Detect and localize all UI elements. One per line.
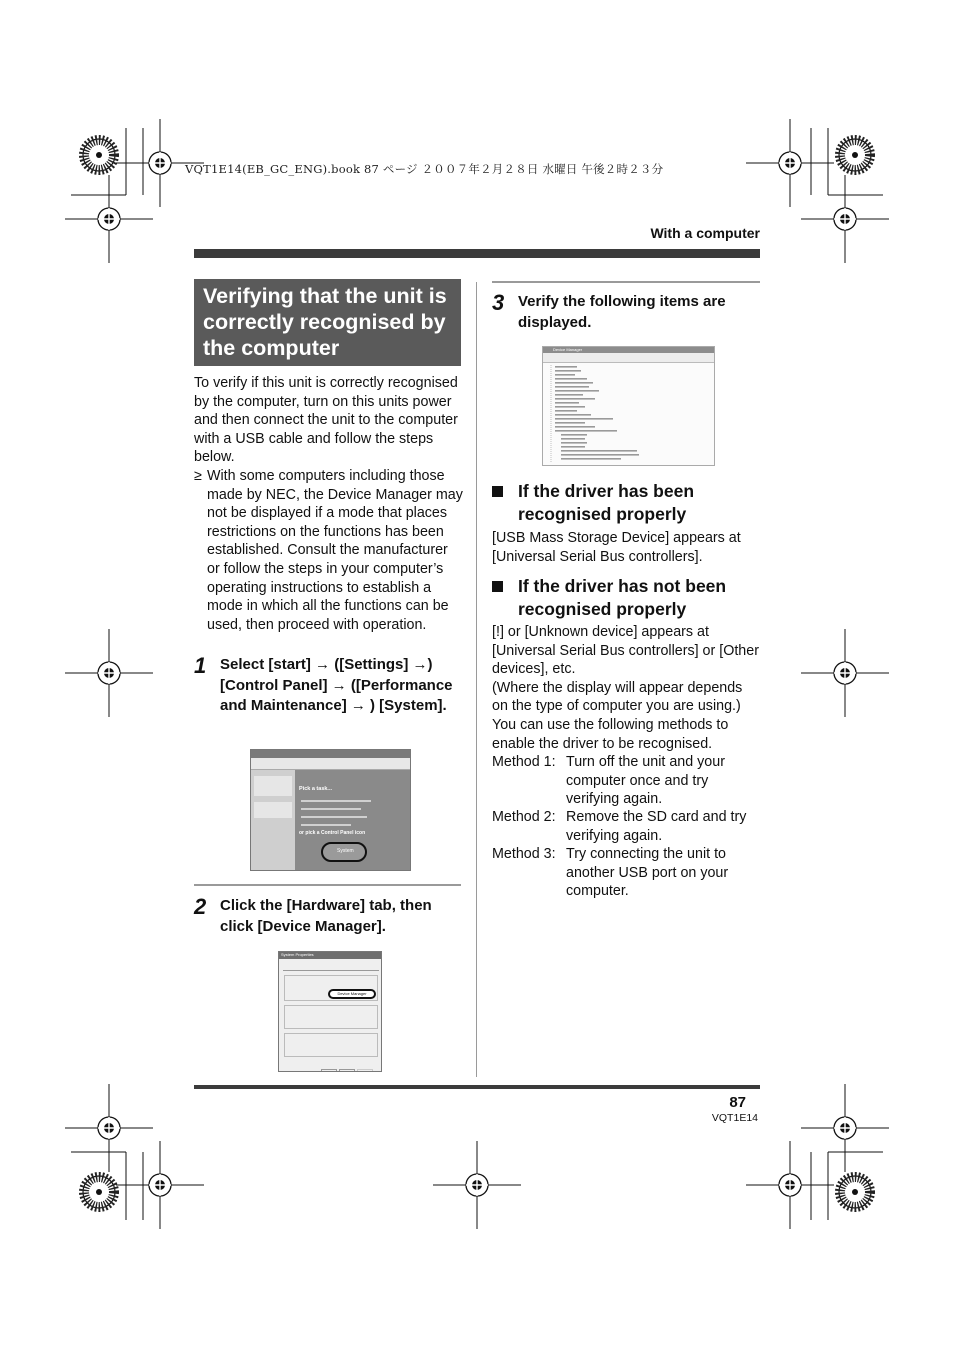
step-2-text: Click the [Hardware] tab, then click [Device Manager]. <box>220 897 432 935</box>
system-properties-screenshot <box>278 951 382 1072</box>
registration-sun-icon <box>83 1176 115 1208</box>
intro-paragraph: To verify if this unit is correctly recognised by the computer, turn on this units power and then connect the unit to the computer with a USB cable and follow the steps below. <box>194 375 458 466</box>
device-manager-titlebar: Device Manager <box>543 347 715 353</box>
task-sidebar <box>251 770 295 871</box>
registration-cross-icon <box>801 629 889 717</box>
footer-rule <box>194 1085 760 1089</box>
registration-sun-icon <box>839 1176 871 1208</box>
bullet-text: With some computers including those made by NEC, the Device Manager may not be displayed if a mode that places restrictions on the functions has been established. Consult the manufacturer or follow the steps in your computer’s operating instructions to establish a mode in which all the functions can be used, then proceed with operation. <box>207 468 463 633</box>
method-text: Turn off the unit and your computer once and try verifying again. <box>566 754 725 808</box>
pick-task-label: Pick a task... <box>299 786 333 792</box>
dialog-tabs <box>283 962 379 971</box>
device-tree <box>543 363 715 466</box>
registration-cross-icon <box>433 1141 521 1229</box>
registration-cross-icon <box>801 1084 889 1172</box>
device-manager-highlight: Device Manager <box>328 989 376 999</box>
method-label: Method 2: <box>492 809 556 825</box>
bullet-symbol: ≥ <box>194 468 202 484</box>
registration-sun-icon <box>83 139 115 171</box>
system-label: System <box>337 848 354 854</box>
step-divider <box>194 884 461 886</box>
step-1-number: 1 <box>194 653 207 678</box>
registration-sun-icon <box>839 139 871 171</box>
recognised-body: [USB Mass Storage Device] appears at [Universal Serial Bus controllers]. <box>492 530 741 565</box>
registration-cross-icon <box>116 1141 204 1229</box>
window-titlebar <box>251 750 411 758</box>
registration-cross-icon <box>65 629 153 717</box>
registration-cross-icon <box>65 175 153 263</box>
dialog-titlebar: System Properties <box>279 952 382 959</box>
main-pane <box>295 770 411 871</box>
dialog-buttons <box>321 1062 379 1068</box>
column-divider <box>476 282 477 1077</box>
model-code: VQT1E14 <box>711 1112 758 1124</box>
step-1-text: Select [start] → ([Settings] →) [Control Panel] → ([Performance and Maintenance] → ) [System]. <box>220 656 453 714</box>
running-head: With a computer <box>650 225 760 241</box>
registration-cross-icon <box>801 175 889 263</box>
square-bullet-icon <box>492 581 503 592</box>
section-title: Verifying that the unit is correctly recognised by the computer <box>194 279 461 366</box>
page-number: 87 <box>729 1094 746 1111</box>
registration-cross-icon <box>746 119 834 207</box>
registration-cross-icon <box>65 1084 153 1172</box>
square-bullet-icon <box>492 486 503 497</box>
window-toolbar <box>251 758 411 770</box>
method-text: Try connecting the unit to another USB port on your computer. <box>566 846 729 900</box>
system-icon-highlight <box>321 842 367 862</box>
step-2-number: 2 <box>194 894 207 919</box>
not-recognised-body: [!] or [Unknown device] appears at [Universal Serial Bus controllers] or [Other devices], etc. (Where the display will appear depends on the type of computer you are using.) You can use the following methods to enable the driver to be recognised. <box>492 624 759 752</box>
header-rule <box>194 249 760 258</box>
registration-cross-icon <box>746 1141 834 1229</box>
step-3-text: Verify the following items are displayed. <box>518 293 726 331</box>
method-label: Method 1: <box>492 754 556 770</box>
drivers-group <box>284 1005 378 1029</box>
method-text: Remove the SD card and try verifying again. <box>566 809 747 844</box>
hardware-profiles-group <box>284 1033 378 1057</box>
step-divider <box>492 281 760 283</box>
note-bullet <box>194 467 464 634</box>
device-manager-toolbar <box>543 353 715 363</box>
step-3-number: 3 <box>492 290 505 315</box>
device-manager-screenshot <box>542 346 715 466</box>
print-info-line: VQT1E14(EB_GC_ENG).book 87 ページ ２００７年２月２８日 水曜日 午後２時２３分 <box>185 162 664 176</box>
method-label: Method 3: <box>492 846 556 862</box>
control-panel-screenshot <box>250 749 411 871</box>
pick-icon-label: or pick a Control Panel icon <box>299 830 366 836</box>
